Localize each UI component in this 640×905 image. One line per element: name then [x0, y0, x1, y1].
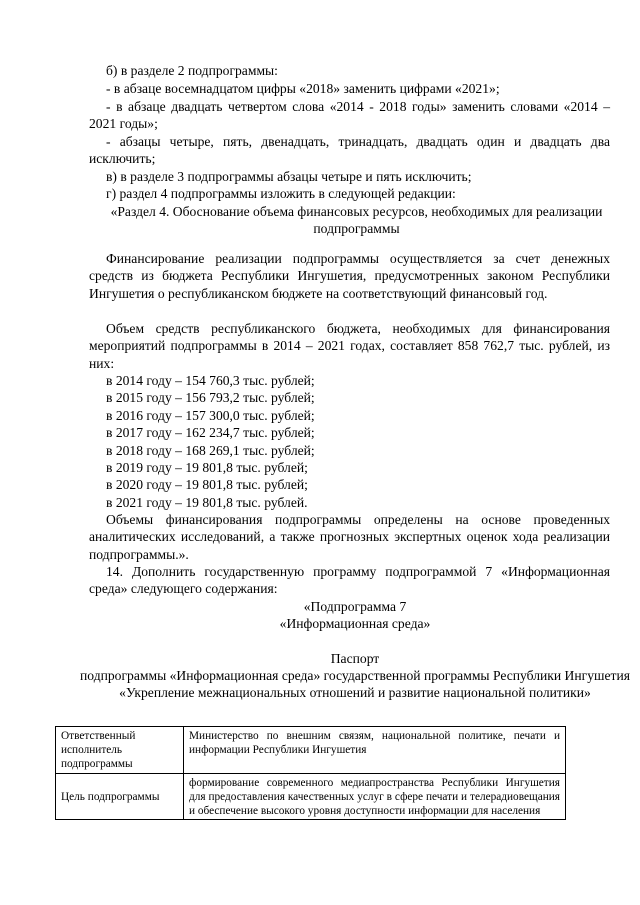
assessment-paragraph: Объемы финансирования подпрограммы определены на основе проведенных аналитических исследований, а также прогнозных экспертных оценок хода реализации подпрограммы.».	[89, 512, 610, 562]
year-line: в 2020 году – 19 801,8 тыс. рублей;	[106, 477, 308, 492]
item-14-paragraph: 14. Дополнить государственную программу подпрограммой 7 «Информационная среда» следующего содержания:	[89, 564, 610, 597]
year-line: в 2017 году – 162 234,7 тыс. рублей;	[106, 425, 315, 440]
amend-b-item-3: - абзацы четыре, пять, двенадцать, тринадцать, двадцать один и двадцать два исключить;	[89, 134, 610, 167]
subprogram-title-line-1: «Подпрограмма 7	[303, 599, 407, 614]
passport-subtitle: подпрограммы «Информационная среда» государственной программы Республики Ингушетия «Укрепление межнациональных отношений и развитие национальной политики»	[80, 668, 630, 701]
amend-b-intro: б) в разделе 2 подпрограммы:	[106, 63, 278, 78]
passport-table	[55, 726, 566, 820]
amend-v-item: в) в разделе 3 подпрограммы абзацы четыре и пять исключить;	[106, 169, 472, 184]
amend-b-item-1: - в абзаце восемнадцатом цифры «2018» заменить цифрами «2021»;	[106, 81, 500, 96]
year-line: в 2021 году – 19 801,8 тыс. рублей.	[106, 495, 308, 510]
amend-g-item: г) раздел 4 подпрограммы изложить в следующей редакции:	[106, 186, 456, 201]
section-heading: «Раздел 4. Обоснование объема финансовых ресурсов, необходимых для реализации подпрограммы	[110, 204, 603, 237]
year-line: в 2016 году – 157 300,0 тыс. рублей;	[106, 408, 315, 423]
year-line: в 2015 году – 156 793,2 тыс. рублей;	[106, 390, 315, 405]
year-line: в 2018 году – 168 269,1 тыс. рублей;	[106, 443, 315, 458]
year-line: в 2014 году – 154 760,3 тыс. рублей;	[106, 373, 315, 388]
subprogram-title-line-2: «Информационная среда»	[279, 616, 431, 631]
row-label: Ответственный исполнитель подпрограммы	[56, 727, 184, 774]
row-label: Цель подпрограммы	[56, 773, 184, 820]
budget-paragraph: Объем средств республиканского бюджета, необходимых для финансирования мероприятий подпрограммы в 2014 – 2021 годах, составляет 858 762,7 тыс. рублей, из них:	[89, 321, 610, 371]
passport-title: Паспорт	[330, 651, 380, 666]
year-line: в 2019 году – 19 801,8 тыс. рублей;	[106, 460, 308, 475]
row-value: формирование современного медиапространства Республики Ингушетия для предоставления качественных услуг в сфере печати и телерадиовещания и обеспечение высокого уровня доступности информации для населения	[184, 773, 566, 820]
row-value: Министерство по внешним связям, национальной политике, печати и информации Республики Ингушетия	[184, 727, 566, 774]
amend-b-item-2: - в абзаце двадцать четвертом слова «2014 - 2018 годы» заменить словами «2014 – 2021 годы»;	[89, 99, 610, 132]
table-row	[56, 727, 566, 774]
financing-paragraph: Финансирование реализации подпрограммы осуществляется за счет денежных средств из бюджета Республики Ингушетия, предусмотренных законом Республики Ингушетия о республиканском бюджете на соответствующий финансовый год.	[89, 251, 610, 301]
table-row	[56, 773, 566, 820]
